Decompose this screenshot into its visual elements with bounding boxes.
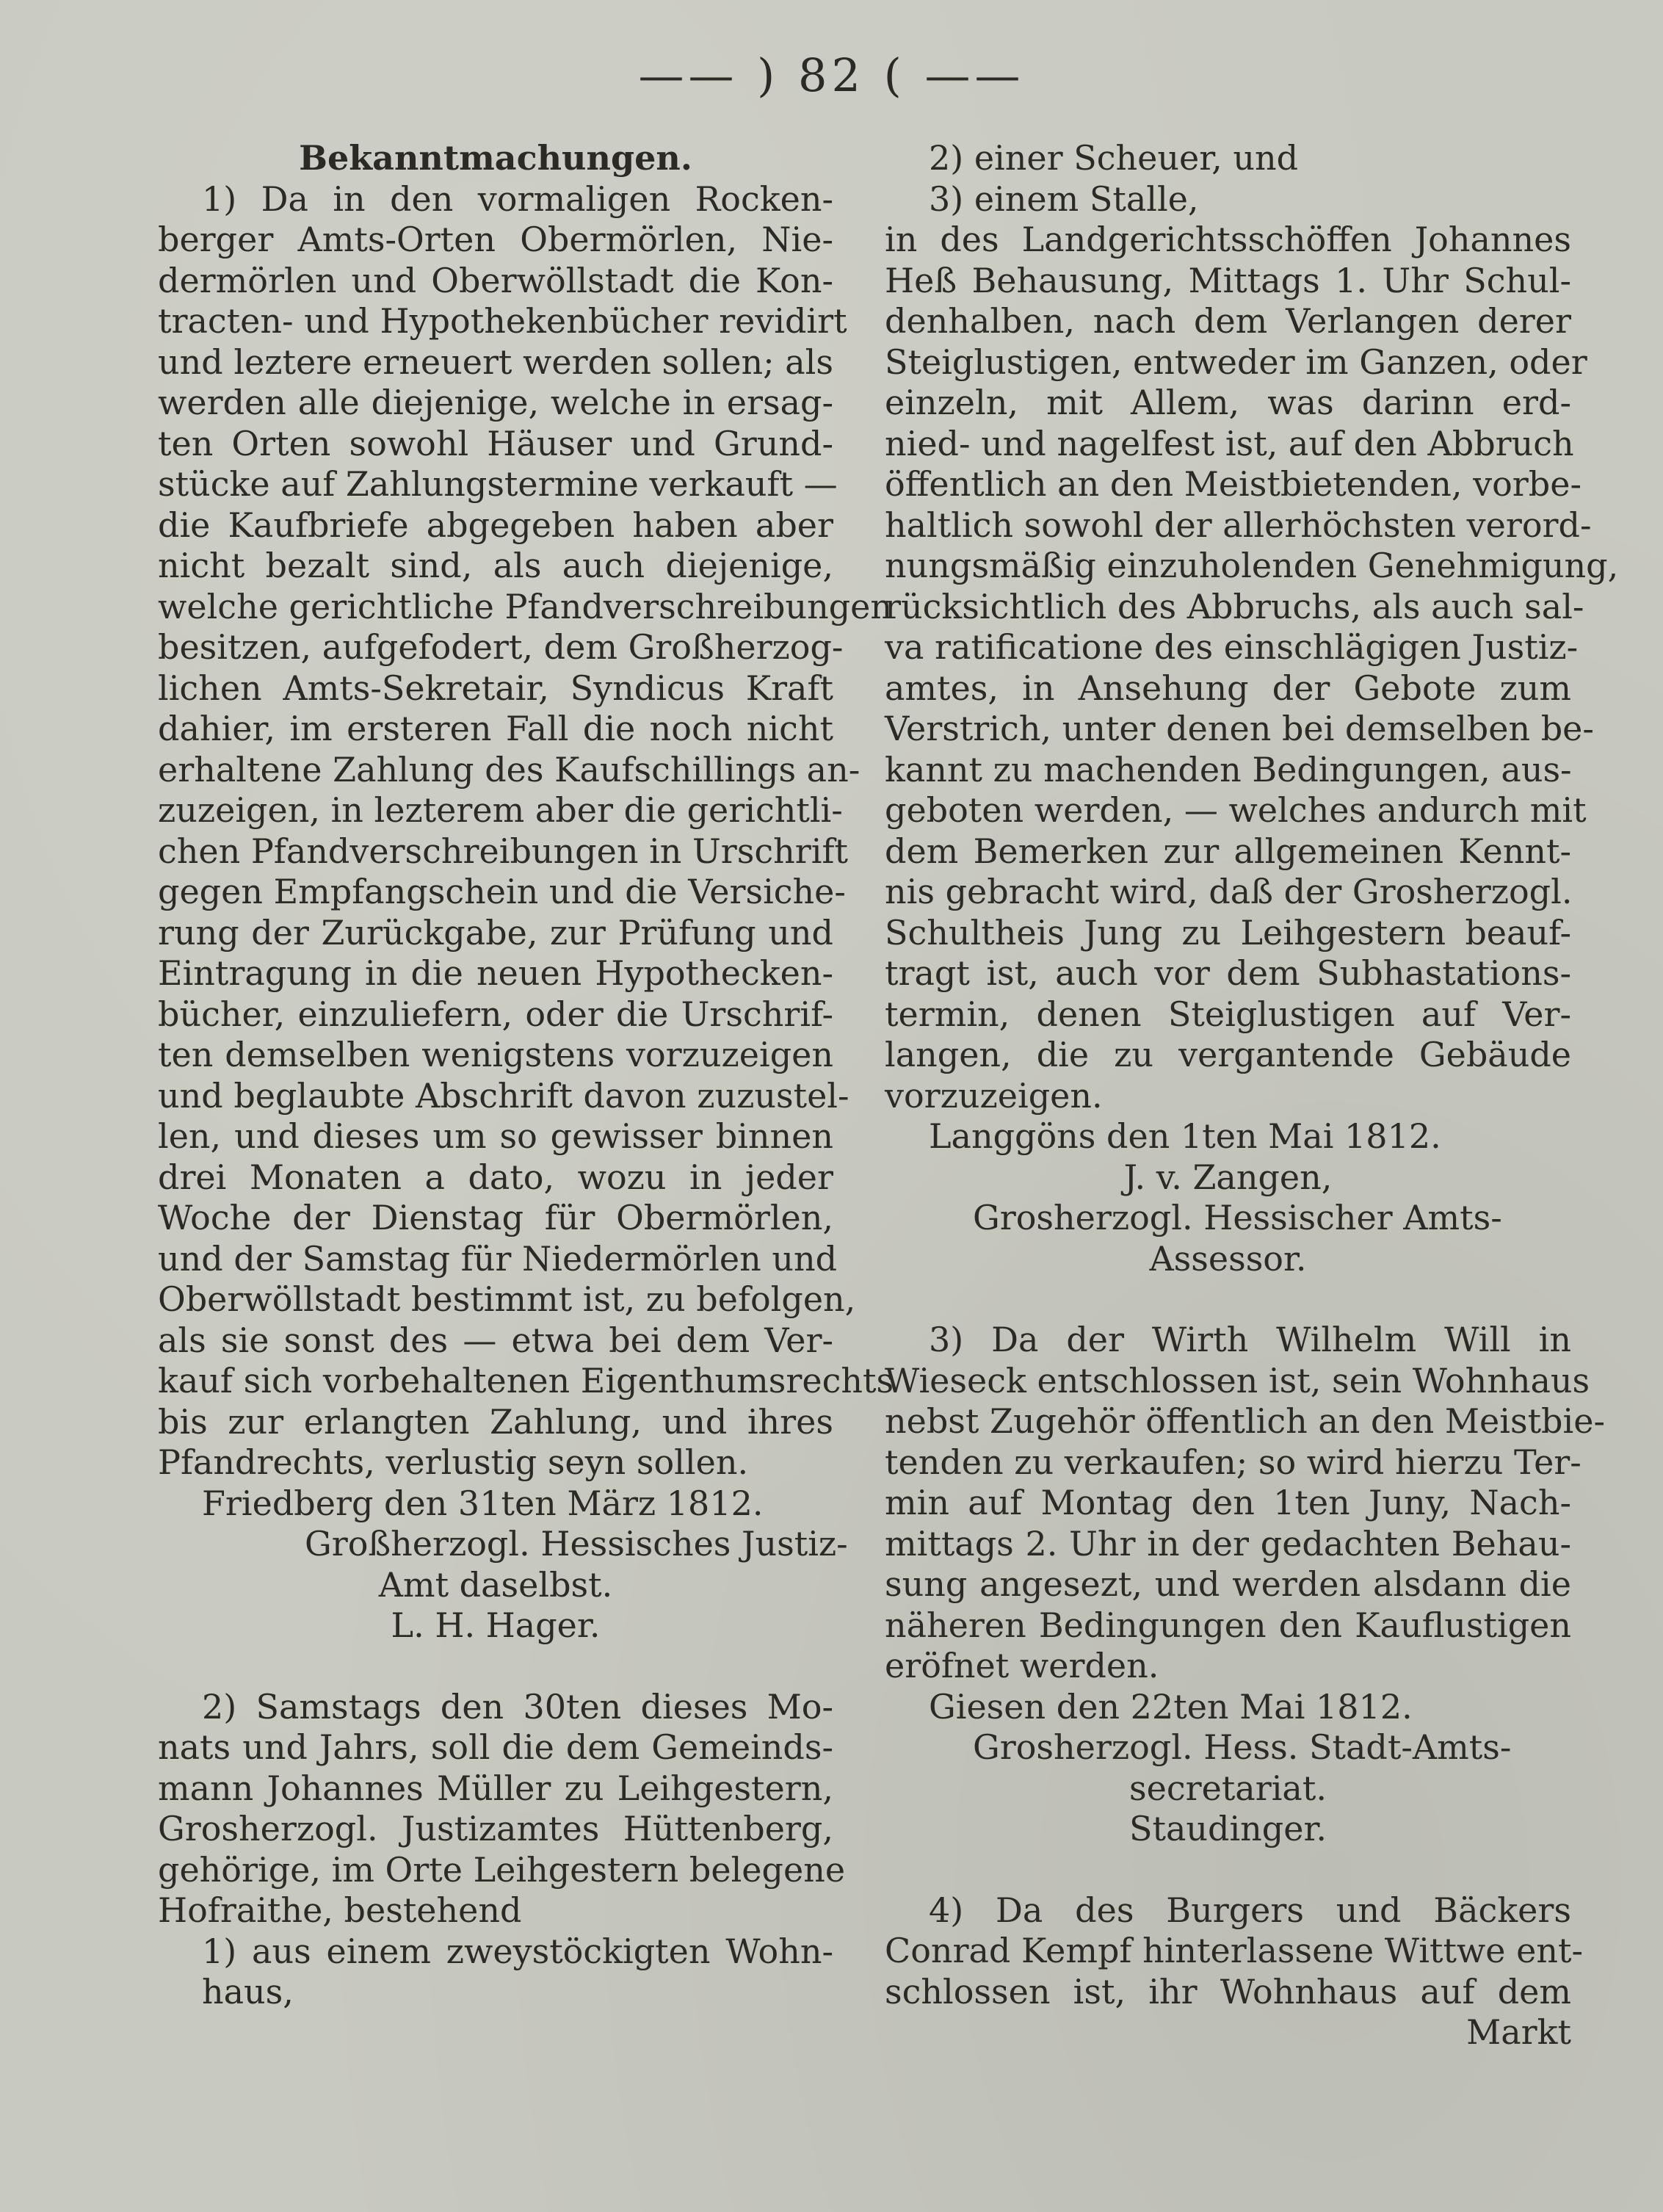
text-line: Eintragung in die neuen Hypothecken- [158, 953, 833, 993]
text-line: dem Bemerken zur allgemeinen Kennt- [885, 831, 1571, 871]
text-line: und der Samstag für Niedermörlen und [158, 1238, 838, 1279]
text-line: rung der Zurückgabe, zur Prüfung und [158, 912, 833, 953]
text-line: zuzeigen, in lezterem aber die gerichtli- [158, 790, 843, 830]
text-line: und leztere erneuert werden sollen; als [158, 341, 833, 382]
text-line: Woche der Dienstag für Obermörlen, [158, 1198, 833, 1237]
text-line: sung angesezt, und werden alsdann die [885, 1564, 1571, 1604]
text-line: werden alle diejenige, welche in ersag- [158, 383, 833, 422]
text-line: vorzuzeigen. [885, 1075, 1103, 1116]
text-line: Heß Behausung, Mittags 1. Uhr Schul- [885, 260, 1571, 300]
text-line: tracten- und Hypothekenbücher revidirt [158, 301, 847, 341]
text-line: nats und Jahrs, soll die dem Gemeinds- [158, 1727, 833, 1767]
text-line: lichen Amts-Sekretair, Syndicus Kraft [158, 668, 833, 708]
text-line: erhaltene Zahlung des Kaufschillings an- [158, 749, 861, 789]
text-line: 4) Da des Burgers und Bäckers [929, 1890, 1571, 1930]
text-line: näheren Bedingungen den Kauflustigen [885, 1605, 1571, 1645]
text-line: J. v. Zangen, [1123, 1157, 1333, 1197]
text-line: welche gerichtliche Pfandverschreibungen [158, 586, 893, 626]
text-line: Bekanntmachungen. [299, 138, 692, 178]
text-line: rücksichtlich des Abbruchs, als auch sal- [885, 586, 1584, 626]
text-line: 2) Samstags den 30ten dieses Mo- [202, 1686, 833, 1727]
text-line: tragt ist, auch vor dem Subhastations- [885, 953, 1571, 993]
text-line: Amt daselbst. [378, 1564, 613, 1605]
text-line: Schultheis Jung zu Leihgestern beauf- [885, 912, 1571, 953]
text-line: Grosherzogl. Hessischer Amts- [973, 1198, 1502, 1237]
text-line: Grosherzogl. Justizamtes Hüttenberg, [158, 1809, 833, 1848]
page-number-header: —— ) 82 ( —— [638, 48, 1025, 102]
text-line: tenden zu verkaufen; so wird hierzu Ter- [885, 1442, 1582, 1482]
text-line: min auf Montag den 1ten Juny, Nach- [885, 1483, 1571, 1522]
text-line: Grosherzogl. Hess. Stadt-Amts- [973, 1727, 1512, 1767]
text-line: geboten werden, — welches andurch mit [885, 790, 1587, 830]
right-column [885, 138, 1619, 2053]
text-line: besitzen, aufgefodert, dem Großherzog- [158, 627, 844, 667]
text-line: dahier, im ersteren Fall die noch nicht [158, 709, 833, 748]
paragraph-gap [885, 1850, 1571, 1890]
text-line: 2) einer Scheuer, und [929, 138, 1299, 178]
text-line: gehörige, im Orte Leihgestern belegene [158, 1849, 846, 1890]
text-line: amtes, in Ansehung der Gebote zum [885, 668, 1571, 708]
paragraph-gap [885, 1279, 1571, 1320]
text-line: L. H. Hager. [391, 1605, 601, 1645]
text-line: berger Amts-Orten Obermörlen, Nie- [158, 220, 833, 259]
text-line: kauf sich vorbehaltenen Eigenthumsrechts [158, 1361, 894, 1400]
text-line: Steiglustigen, entweder im Ganzen, oder [885, 341, 1587, 382]
text-line: chen Pfandverschreibungen in Urschrift [158, 831, 848, 871]
text-line: 3) Da der Wirth Wilhelm Will in [929, 1320, 1571, 1359]
text-line: Markt [1466, 2012, 1571, 2052]
text-line: Staudinger. [1128, 1809, 1327, 1848]
text-line: nicht bezalt sind, als auch diejenige, [158, 546, 833, 585]
text-line: haus, [202, 1972, 294, 2012]
text-line: nungsmäßig einzuholenden Genehmigung, [885, 546, 1619, 585]
text-line: schlossen ist, ihr Wohnhaus auf dem [885, 1971, 1571, 2012]
text-line: Giesen den 22ten Mai 1812. [929, 1686, 1413, 1727]
text-line: gegen Empfangschein und die Versiche- [158, 872, 846, 911]
text-line: Verstrich, unter denen bei demselben be- [885, 709, 1594, 748]
text-line: 3) einem Stalle, [929, 178, 1199, 219]
text-line: mann Johannes Müller zu Leihgestern, [158, 1768, 833, 1808]
text-line: dermörlen und Oberwöllstadt die Kon- [158, 260, 833, 300]
text-line: Pfandrechts, verlustig seyn sollen. [158, 1442, 749, 1482]
text-line: nis gebracht wird, daß der Grosherzogl. [885, 872, 1573, 911]
text-line: bücher, einzuliefern, oder die Urschrif- [158, 994, 833, 1034]
text-line: secretariat. [1129, 1768, 1327, 1808]
text-line: Oberwöllstadt bestimmt ist, zu befolgen, [158, 1279, 856, 1319]
text-line: Hofraithe, bestehend [158, 1890, 522, 1930]
text-line: haltlich sowohl der allerhöchsten verord- [885, 505, 1592, 545]
text-line: denhalben, nach dem Verlangen derer [885, 301, 1571, 341]
text-line: stücke auf Zahlungstermine verkauft — [158, 464, 838, 504]
text-line: va ratificatione des einschlägigen Justiz- [885, 627, 1579, 667]
text-line: 1) aus einem zweystöckigten Wohn- [202, 1931, 833, 1971]
text-line: Assessor. [1149, 1238, 1307, 1279]
text-line: die Kaufbriefe abgegeben haben aber [158, 505, 833, 545]
text-line: ten Orten sowohl Häuser und Grund- [158, 423, 833, 463]
text-line: öffentlich an den Meistbietenden, vorbe- [885, 464, 1582, 504]
text-line: in des Landgerichtsschöffen Johannes [885, 220, 1571, 259]
text-line: eröfnet werden. [885, 1646, 1159, 1685]
text-line: termin, denen Steiglustigen auf Ver- [885, 994, 1571, 1034]
text-line: nied- und nagelfest ist, auf den Abbruch [885, 423, 1574, 463]
text-line: langen, die zu vergantende Gebäude [885, 1035, 1571, 1074]
text-line: Conrad Kempf hinterlassene Wittwe ent- [885, 1931, 1584, 1970]
text-line: nebst Zugehör öffentlich an den Meistbie- [885, 1401, 1605, 1441]
text-line: 1) Da in den vormaligen Rocken- [202, 178, 833, 219]
text-line: Wieseck entschlossen ist, sein Wohnhaus [885, 1360, 1590, 1400]
text-line: len, und dieses um so gewisser binnen [158, 1116, 833, 1156]
text-line: und beglaubte Abschrift davon zuzustel- [158, 1075, 849, 1116]
text-line: mittags 2. Uhr in der gedachten Behau- [885, 1523, 1571, 1564]
text-line: ten demselben wenigstens vorzuzeigen [158, 1035, 833, 1074]
left-column [158, 138, 894, 2013]
text-line: kannt zu machenden Bedingungen, aus- [885, 749, 1572, 789]
text-line: bis zur erlangten Zahlung, und ihres [158, 1401, 833, 1442]
paragraph-gap [158, 1647, 833, 1687]
text-line: Langgöns den 1ten Mai 1812. [929, 1116, 1441, 1156]
text-line: drei Monaten a dato, wozu in jeder [158, 1157, 833, 1197]
text-line: Friedberg den 31ten März 1812. [202, 1483, 764, 1523]
text-line: Großherzogl. Hessisches Justiz- [305, 1524, 848, 1564]
text-line: als sie sonst des — etwa bei dem Ver- [158, 1320, 833, 1360]
text-line: einzeln, mit Allem, was darinn erd- [885, 383, 1571, 422]
